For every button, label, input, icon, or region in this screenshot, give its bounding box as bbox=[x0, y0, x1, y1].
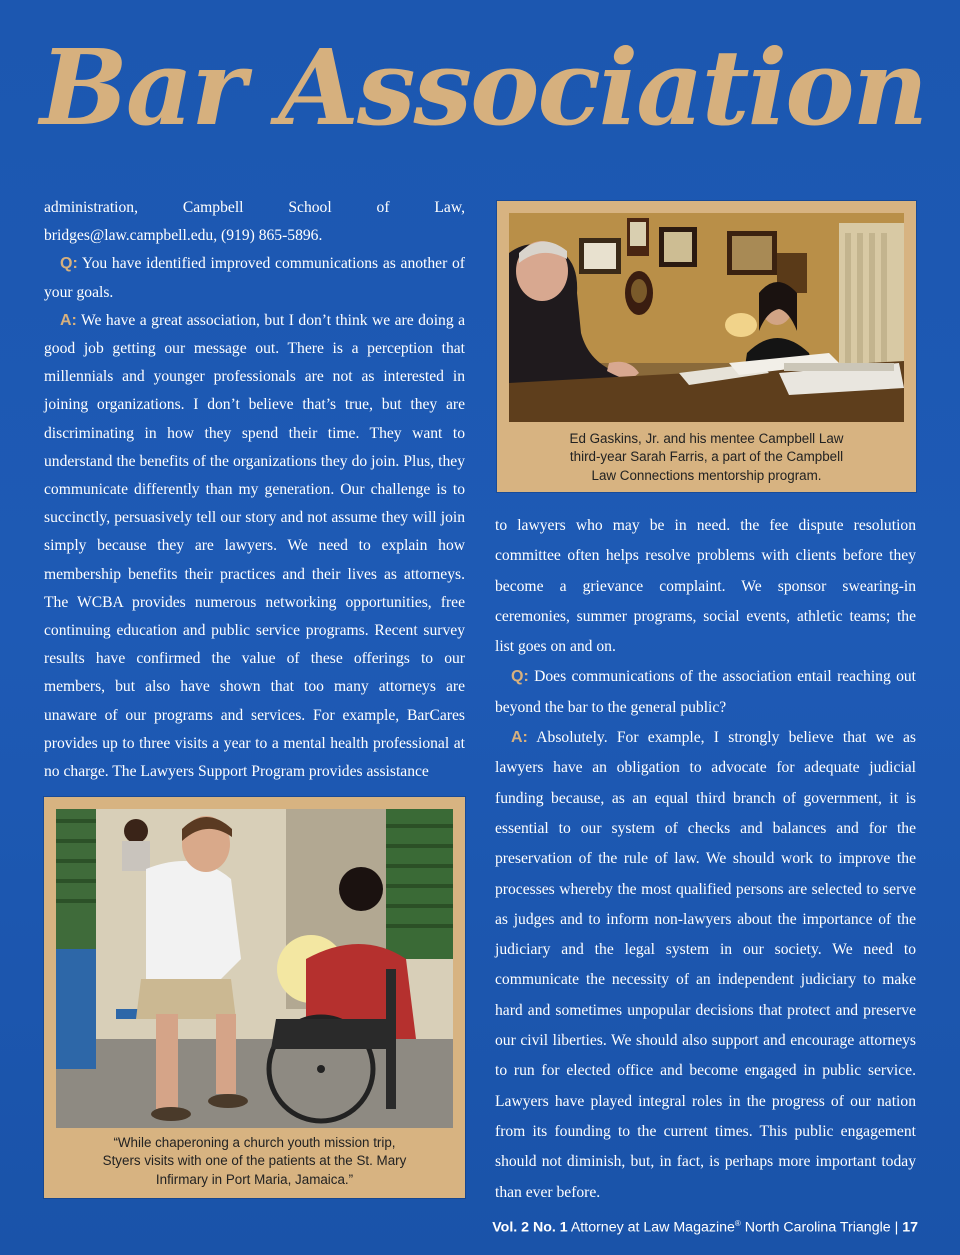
right-paragraph-1: to lawyers who may be in need. the fee dispute resolution committee often helps resolve problems with clients before they become a grievance complaint. We sponsor swearing-in ceremonies, summer programs, social events, athletic teams; the list goes on and on. bbox=[495, 517, 916, 656]
question-text: Does communications of the association entail reaching out beyond the bar to the general public? bbox=[495, 668, 916, 716]
mission-photo bbox=[56, 809, 453, 1128]
question-2 bbox=[495, 662, 916, 723]
office-scene-illustration bbox=[509, 213, 904, 422]
answer-label: A: bbox=[60, 311, 77, 329]
footer-edition: North Carolina Triangle bbox=[740, 1219, 891, 1236]
answer-1 bbox=[44, 307, 465, 786]
footer-separator: | bbox=[894, 1219, 899, 1236]
answer-label: A: bbox=[511, 729, 528, 747]
caption-line: Law Connections mentorship program. bbox=[591, 467, 822, 483]
masthead-title: Bar Association bbox=[40, 26, 927, 149]
caption-line: third-year Sarah Farris, a part of the Campbell bbox=[569, 449, 844, 465]
office-photo bbox=[509, 213, 904, 422]
caption-line: Styers visits with one of the patients at the St. Mary bbox=[102, 1153, 407, 1169]
left-paragraph-1: administration, Campbell School of Law, bridges@law.campbell.edu, (919) 865-5896. bbox=[44, 199, 465, 245]
answer-text: We have a great association, but I don’t think we are doing a good job getting our message out. There is a perception that millennials and younger professionals are not as interested in joining organizations. I don’t believe that’s true, but they are discriminating in how they spend their time. They want to understand the benefits of the organizations they do join. Plus, they communicate differently than my generation. Our challenge is to succinctly, persuasively tell our story and not assume they will join simply because they are lawyers. We need to explain how membership benefits their practices and their lives as attorneys. The WCBA provides numerous networking opportunities, free continuing education and public service programs. Recent survey results have confirmed the value of these offerings to our members, but also have shown that too many attorneys are unaware of our programs and services. For example, BarCares provides up to three visits a year to a mental health professional at no charge. The Lawyers Support Program provides assistance bbox=[44, 311, 465, 781]
footer-magazine-name: Attorney at Law Magazine bbox=[570, 1219, 735, 1236]
caption-line: Ed Gaskins, Jr. and his mentee Campbell Law bbox=[569, 431, 844, 446]
mission-photo-figure bbox=[44, 797, 465, 1198]
question-1 bbox=[44, 250, 465, 306]
question-label: Q: bbox=[511, 668, 529, 686]
footer-volume: Vol. 2 No. 1 bbox=[492, 1219, 568, 1236]
question-text: You have identified improved communications as another of your goals. bbox=[44, 255, 465, 301]
office-photo-figure bbox=[497, 201, 916, 492]
mission-scene-illustration bbox=[56, 809, 453, 1128]
page-footer bbox=[492, 1219, 918, 1236]
right-column bbox=[495, 511, 916, 1208]
registered-mark: ® bbox=[734, 1219, 741, 1228]
caption-line: “While chaperoning a church youth mission trip, bbox=[113, 1135, 396, 1150]
caption-line: Infirmary in Port Maria, Jamaica.” bbox=[155, 1171, 354, 1187]
office-photo-caption bbox=[507, 430, 906, 485]
answer-text: Absolutely. For example, I strongly believe that we as lawyers have an obligation to advocate for adequate judicial funding because, as an equal third branch of government, it is essential to our system of checks and balances and for the preservation of the rule of law. We should work to improve the processes whereby the most qualified persons are selected to serve as judges and to inform non-lawyers about the importance of the judiciary and the legal system in our society. We need to communicate the necessity of an independent judiciary to make hard and sometimes unpopular decisions that protect and preserve our civil liberties. We should also support and encourage attorneys to run for elected office and become engaged in public service. Lawyers have played integral roles in the progress of our nation from its founding to the current times. This public engagement should not diminish, but, in fact, is perhaps more important today than ever before. bbox=[495, 729, 916, 1201]
question-label: Q: bbox=[60, 255, 78, 273]
left-column bbox=[44, 194, 465, 786]
page-number: 17 bbox=[902, 1219, 918, 1236]
answer-2 bbox=[495, 723, 916, 1208]
mission-photo-caption bbox=[54, 1134, 455, 1189]
